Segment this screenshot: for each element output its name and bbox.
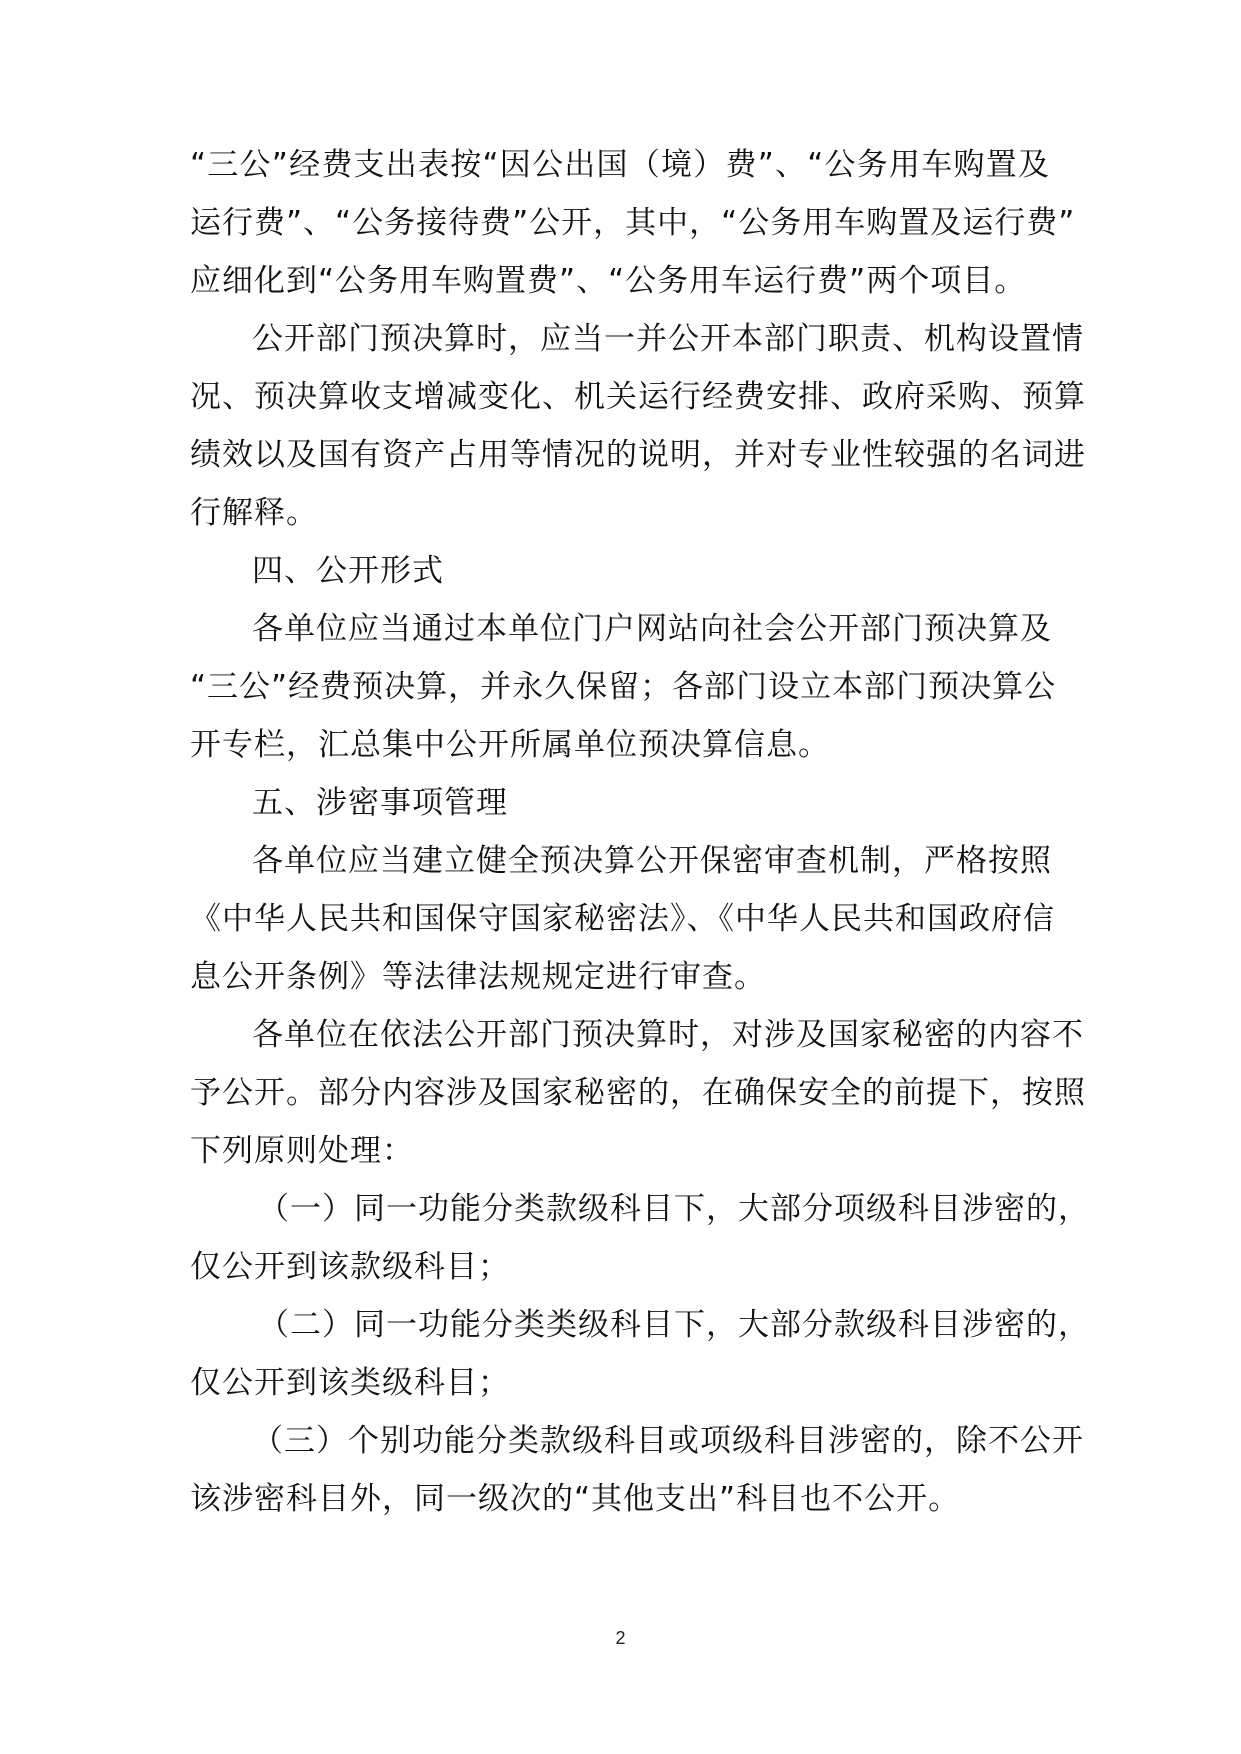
paragraph-line: 各单位在依法公开部门预决算时，对涉及国家秘密的内容不 <box>252 1017 1084 1053</box>
paragraph-line: 息公开条例》等法律法规规定进行审查。 <box>190 959 766 995</box>
paragraph-line: 行解释。 <box>190 495 318 531</box>
paragraph-line: “三公”经费预决算，并永久保留；各部门设立本部门预决算公 <box>190 669 1057 705</box>
paragraph-line: 绩效以及国有资产占用等情况的说明，并对专业性较强的名词进 <box>190 437 1086 473</box>
list-item-line: （三）个别功能分类款级科目或项级科目涉密的，除不公开 <box>252 1423 1084 1459</box>
paragraph-line: 各单位应当建立健全预决算公开保密审查机制，严格按照 <box>252 843 1052 879</box>
paragraph-line: 予公开。部分内容涉及国家秘密的，在确保安全的前提下，按照 <box>190 1075 1086 1111</box>
page-number: 2 <box>615 1628 626 1648</box>
paragraph-line: 运行费”、“公务接待费”公开，其中，“公务用车购置及运行费” <box>190 205 1076 241</box>
paragraph-line: 各单位应当通过本单位门户网站向社会公开部门预决算及 <box>252 611 1052 647</box>
section-heading: 五、涉密事项管理 <box>252 785 508 821</box>
paragraph-line: 况、预决算收支增减变化、机关运行经费安排、政府采购、预算 <box>190 379 1086 415</box>
list-item-line: 该涉密科目外，同一级次的“其他支出”科目也不公开。 <box>190 1481 961 1517</box>
paragraph-line: 开专栏，汇总集中公开所属单位预决算信息。 <box>190 727 830 763</box>
paragraph-line: 《中华人民共和国保守国家秘密法》、《中华人民共和国政府信 <box>190 901 1055 937</box>
list-item-line: 仅公开到该类级科目； <box>190 1365 510 1401</box>
list-item-line: 仅公开到该款级科目； <box>190 1249 510 1285</box>
list-item-line: （二）同一功能分类类级科目下，大部分款级科目涉密的， <box>258 1307 1090 1343</box>
list-item-line: （一）同一功能分类款级科目下，大部分项级科目涉密的， <box>258 1191 1090 1227</box>
paragraph-line: 公开部门预决算时，应当一并公开本部门职责、机构设置情 <box>252 321 1084 357</box>
section-heading: 四、公开形式 <box>252 553 444 589</box>
paragraph-line: 下列原则处理： <box>190 1133 414 1169</box>
paragraph-line: “三公”经费支出表按“因公出国（境）费”、“公务用车购置及 <box>190 147 1050 183</box>
paragraph-line: 应细化到“公务用车购置费”、“公务用车运行费”两个项目。 <box>190 263 1027 299</box>
